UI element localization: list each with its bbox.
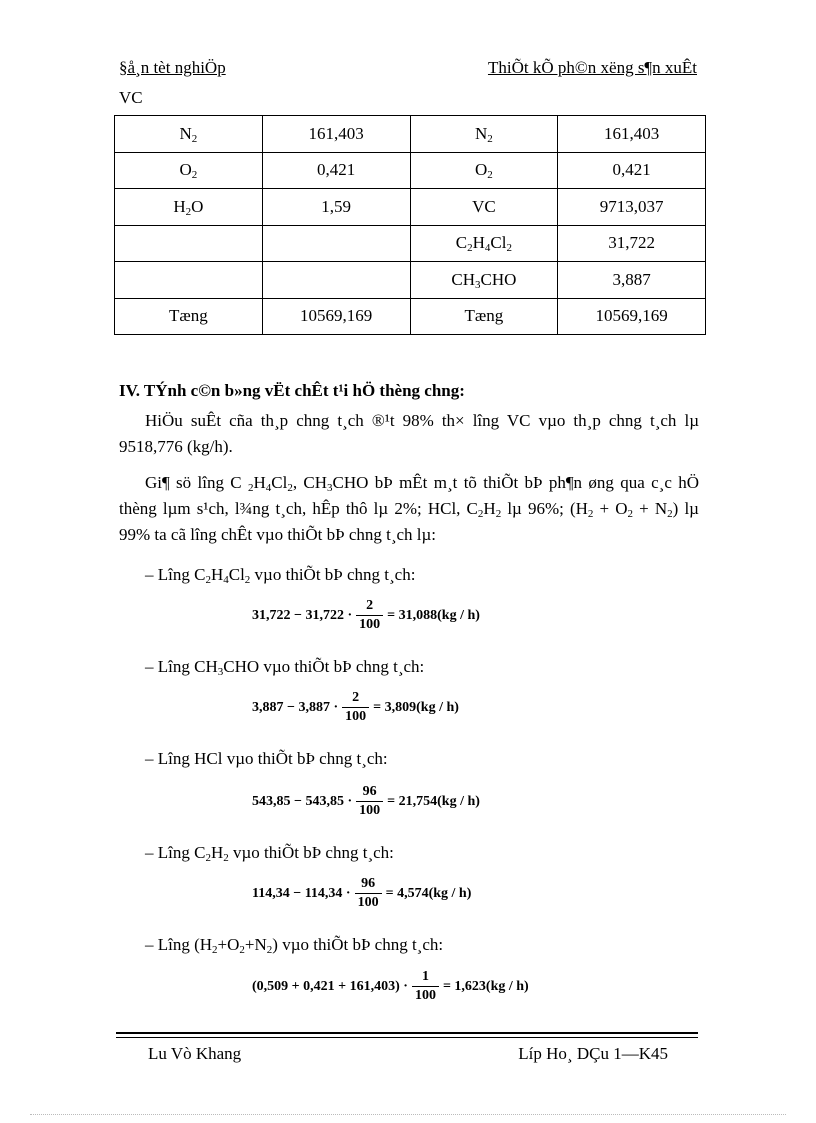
table-cell: 1,59 [262,189,410,226]
table-row [115,298,706,335]
table-cell: Tæng [115,298,263,335]
table-cell: 0,421 [262,152,410,189]
table-cell: 0,421 [558,152,706,189]
table-cell: 3,887 [558,262,706,299]
table-cell: 161,403 [262,116,410,153]
footer-left: Lu Vò Khang [148,1044,242,1063]
paragraph-efficiency: HiÖu suÊt cña th¸p chng t¸ch ®¹t 98% th× lîng VC vµo th¸p chng t¸ch lµ 9518,776 (kg/h). [119,411,699,456]
table-cell: 10569,169 [262,298,410,335]
table-row [115,152,706,189]
table-cell: $C_2H_4Cl_2$ [410,225,558,262]
table-row [115,189,706,226]
table-cell: $CH_3CHO$ [410,262,558,299]
list-item: – Lîng $(H_2+O_2+N_2)$ vµo thiÕt bÞ chng t¸ch: [145,935,444,956]
page-edge-dotted-line [30,1114,786,1115]
list-item: – Lîng $C_2H_4Cl_2$ vµo thiÕt bÞ chng t¸ch: [145,565,416,586]
list-item: – Lîng HCl vµo thiÕt bÞ chng t¸ch: [145,749,388,768]
footer-right: Líp Ho¸ DÇu 1—K45 [518,1044,668,1063]
equation: 31,722 − 31,722 · $\frac{2}{100}$ = 31,088(kg / h) [252,598,480,632]
balance-table [114,115,706,335]
equation: 3,887 − 3,887 · $\frac{2}{100}$ = 3,809(kg / h) [252,690,459,724]
header-right: ThiÕt kÕ ph©n xëng s¶n xuÊt [487,58,697,77]
table-cell: 161,403 [558,116,706,153]
table-row [115,225,706,262]
table-cell [115,262,263,299]
table-cell [262,225,410,262]
list-item: – Lîng $CH_3CHO$ vµo thiÕt bÞ chng t¸ch: [145,657,425,678]
table-cell: 10569,169 [558,298,706,335]
table-cell: 9713,037 [558,189,706,226]
table-cell: $N_2$ [115,116,263,153]
equation: 114,34 − 114,34 · $\frac{96}{100}$ = 4,574(kg / h) [252,876,472,910]
equation: 543,85 − 543,85 · $\frac{96}{100}$ = 21,754(kg / h) [252,784,480,818]
table-cell: $O_2$ [410,152,558,189]
footer-rule-thin [116,1037,698,1038]
paragraph-assumption: Gi¶ sö lîng C $_2H_4Cl_2$, $CH_3CHO$ bÞ mÊt m¸t tõ thiÕt bÞ ph¶n øng qua c¸c hÖ thèng lµm s¹ch, l¾ng t¸ch, hÊp thô lµ 2%; HCl, $C_2H_2$ lµ 96%; $(H_2 + O_2 + N_2)$ lµ 99% ta cã lîng chÊt vµo thiÕt bÞ chng t¸ch lµ: [119,473,700,544]
footer-rule [116,1032,698,1034]
header-left: §å¸n tèt nghiÖp [119,58,226,77]
table-cell: Tæng [410,298,558,335]
table-row [115,116,706,153]
table-cell [262,262,410,299]
table-cell: $O_2$ [115,152,263,189]
table-cell: 31,722 [558,225,706,262]
fraction: $\frac{1}{100}$ [412,969,439,1004]
table-cell: VC [410,189,558,226]
table-cell: $H_2O$ [115,189,263,226]
fraction: $\frac{96}{100}$ [356,784,383,819]
header-continuation: VC [119,88,143,107]
fraction: $\frac{96}{100}$ [355,876,382,911]
fraction: $\frac{2}{100}$ [356,598,383,633]
table-row [115,262,706,299]
fraction: $\frac{2}{100}$ [342,690,369,725]
table-cell: $N_2$ [410,116,558,153]
section-heading: IV. TÝnh c©n b»ng vËt chÊt t¹i hÖ thèng chng: [119,381,465,400]
table-cell [115,225,263,262]
list-item: – Lîng $C_2H_2$ vµo thiÕt bÞ chng t¸ch: [145,843,394,864]
equation: (0,509 + 0,421 + 161,403) · $\frac{1}{100}$ = 1,623(kg / h) [252,969,529,1003]
